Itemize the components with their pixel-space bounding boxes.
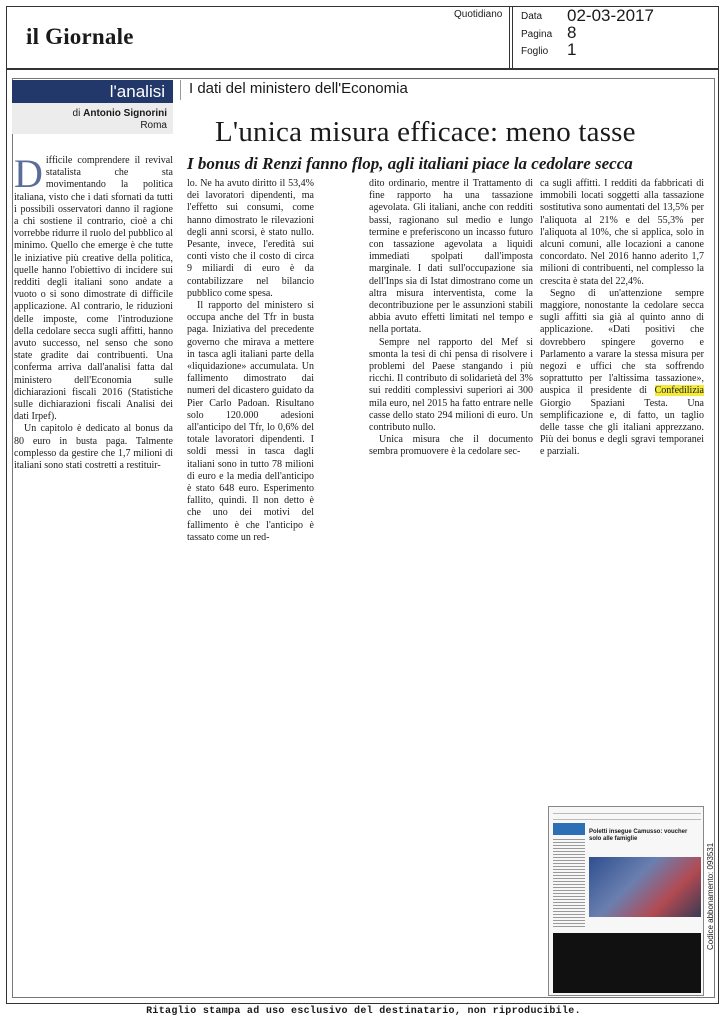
thumbnail-headline: Poletti insegue Camusso: voucher solo alle famiglie [589, 829, 688, 842]
thumbnail-rule [553, 813, 701, 814]
section-title: I dati del ministero dell'Economia [189, 80, 408, 97]
thumbnail-tag [553, 823, 585, 835]
subheadline: I bonus di Renzi fanno flop, agli italiani piace la cedolare secca [187, 154, 633, 173]
drop-cap: D [14, 151, 43, 196]
paragraph: dito ordinario, mentre il Trattamento di fine rapporto ha una tassazione agevolata. Gli italiani, anche con redditi bassi, ragionano sul medio e lungo termine e preferiscono un incasso futuro con tassazione agevolata a liquidi immediati spolpati dall'imposta marginale. I dati sull'occupazione sia dell'Inps sia di Istat dimostrano come un altra misura interventista, come la decontribuzione per le assunzioni stabili abbia avuto effetti limitati nel tempo e nella portata. [369, 178, 533, 336]
footer-notice: Ritaglio stampa ad uso esclusivo del destinatario, non riproducibile. [146, 1006, 581, 1017]
thumbnail-text-block [553, 839, 585, 929]
article-column-3 [369, 178, 533, 459]
byline-location: Roma [140, 120, 167, 131]
article-column-1 [14, 151, 173, 472]
paragraph: ifficile comprendere il revival statalista che sta movimentando la politica italiana, visto che i dati sfornati da tutti i possibili osservatori danno il ragione a chi sostiene il contrario, cioè a chi vorrebbe ridurre il ruolo del pubblico al minimo. Quello che emerge è che tutte le iniziative più creative della politica, quelle hanno l'obiettivo di incidere sui redditi degli italiani sono andate a vuoto o si sono dimostrate di difficile applicazione. Al contrario, le riduzioni delle imposte, come l'introduzione della cedolare secca sugli affitti, hanno avuto successo, nel senso che sono state gradite dai contribuenti. Una conferma arriva dall'analisi fatta dal ministero dell'Economia sulle dichiarazioni fiscali 2016 (Statistiche sulle dichiarazioni fiscali Analisi dei dati Irpef). [14, 155, 173, 423]
section-divider [180, 80, 181, 100]
headline: L'unica misura efficace: meno tasse [215, 116, 636, 148]
subscription-code: Codice abbonamento: 093531 [706, 842, 715, 950]
author-name: Antonio Signorini [83, 108, 167, 119]
paragraph-text: Giorgio Spaziani Testa. Una semplificazione e, di fatto, un taglio delle tasse che gli italiani apprezzano. Più dei bonus e degli sgravi temporanei e parziali. [540, 397, 704, 458]
article-column-2 [187, 178, 314, 544]
publication-name: il Giornale [26, 24, 134, 49]
byline-prefix: di [72, 108, 81, 119]
page-thumbnail [548, 806, 704, 996]
paragraph: Unica misura che il documento sembra promuovere è la cedolare sec- [369, 434, 533, 458]
date-value: 02-03-2017 [567, 6, 654, 25]
sheet-value: 1 [567, 40, 577, 59]
article-column-4 [540, 178, 704, 459]
header-divider [512, 6, 513, 68]
header-separator [6, 68, 719, 70]
thumbnail-photo [589, 857, 701, 917]
page-label: Pagina [521, 29, 553, 40]
thumbnail-rule [553, 819, 701, 820]
paragraph: Un capitolo è dedicato al bonus da 80 euro in busta paga. Talmente complesso da gestire che 1,7 milioni di italiani sono stati costretti a restituir- [14, 423, 173, 472]
sheet-label: Foglio [521, 46, 549, 57]
header-divider [509, 6, 510, 68]
thumbnail-dark-block [553, 933, 701, 993]
paragraph: Sempre nel rapporto del Mef si smonta la tesi di chi pensa di risolvere i problemi del Paese stangando i più ricchi. Il contributo di solidarietà del 3% sui redditi complessivi superiori ai 300 mila euro, nel 2015 ha fatto entrare nelle casse dello stato 294 milioni di euro. Un contributo nullo. [369, 336, 533, 434]
paragraph: ca sugli affitti. I redditi da fabbricati di immobili locati soggetti alla tassazione sostitutiva sono aumentati del 13,5% per l'aliquota al 21% e del 55,3% per l'aliquota al 10%, che si applica, solo in alcuni comuni, alle locazioni a canone concordato. Nel 2016 hanno aderito 1,7 milioni di contribuenti, nel complesso la crescita è stata del 22,4%. [540, 178, 704, 287]
date-label: Data [521, 11, 543, 22]
page-value: 8 [567, 23, 577, 42]
paragraph [540, 288, 704, 459]
paragraph: Il rapporto del ministero si occupa anche del Tfr in busta paga. Iniziativa del precedente governo che mirava a mettere in tasca agli italiani parte della «liquidazione» accumulata. Un fallimento dimostrato dai numeri del dicastero guidato da Pier Carlo Padoan. Risultano solo 120.000 adesioni all'anticipo del Tfr, lo 0,6% del totale lavoratori dipendenti. I soldi messi in tasca dagli italiani sono in tutto 78 milioni di euro e la media dell'anticipo è stato 648 euro. Esperimento fallito, quindi. Il non detto è che uno dei motivi del fallimento è che l'anticipo è tassato come un red- [187, 300, 314, 543]
highlighted-keyword: Confedilizia [654, 385, 704, 397]
article-tag: l'analisi [12, 80, 173, 103]
byline [12, 103, 173, 134]
publication-type: Quotidiano [454, 9, 503, 20]
paragraph: lo. Ne ha avuto diritto il 53,4% dei lavoratori dipendenti, ma l'effetto sui consumi, come hanno dimostrato le rilevazioni degli anni scorsi, è stato nullo. Pesante, invece, l'eredità sui conti visto che il costo di circa 9 miliardi di euro è da contabilizzare nel bilancio pubblico come spesa. [187, 178, 314, 299]
paragraph-text: Segno di un'attenzione sempre maggiore, nonostante la cedolare secca sugli affitti sia già al quinto anno di applicazione. «Dati positivi che dovrebbero spingere governo e Parlamento a varare la stessa misura per negozi e uffici che sta soffrendo soprattutto per l'altissima tassazione», auspica il presidente di [540, 287, 704, 397]
